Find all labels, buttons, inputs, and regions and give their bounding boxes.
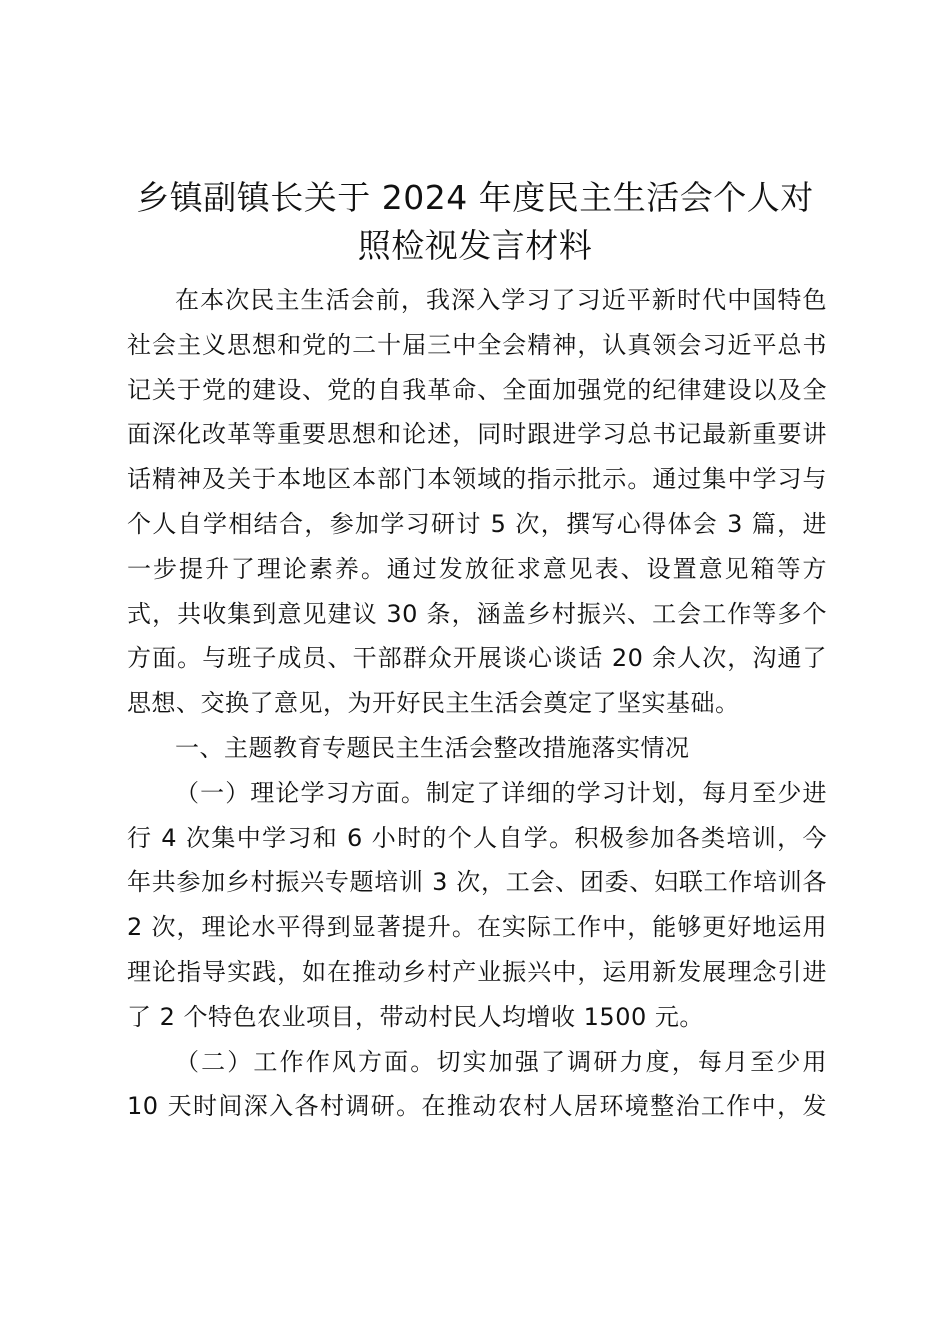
section-heading: 一、主题教育专题民主生活会整改措施落实情况	[175, 733, 690, 762]
intro-paragraph: 在本次民主生活会前，我深入学习了习近平新时代中国特色社会主义思想和党的二十届三中全会精神，认真领会习近平总书记关于党的建设、党的自我革命、全面加强党的纪律建设以及全面深化改革等重要思想和论述，同时跟进学习总书记最新重要讲话精神及关于本地区本部门本领域的指示批示。通过集中学习与个人自学相结合，参加学习研讨 5 次，撰写心得体会 3 篇，进一步提升了理论素养。通过发放征求意见表、设置意见箱等方式，共收集到意见建议 30 条，涵盖乡村振兴、工会工作等多个方面。与班子成员、干部群众开展谈心谈话 20 余人次，沟通了思想、交换了意见，为开好民主生活会奠定了坚实基础。	[127, 286, 827, 718]
work-style-paragraph: （二）工作作风方面。切实加强了调研力度，每月至少用 10 天时间深入各村调研。在推动农村人居环境整治工作中，发	[127, 1047, 827, 1121]
theory-study-paragraph: （一）理论学习方面。制定了详细的学习计划，每月至少进行 4 次集中学习和 6 小时的个人自学。积极参加各类培训，今年共参加乡村振兴专题培训 3 次，工会、团委、妇联工作培训各 2 次，理论水平得到显著提升。在实际工作中，能够更好地运用理论指导实践，如在推动乡村产业振兴中，运用新发展理念引进了 2 个特色农业项目，带动村民人均增收 1500 元。	[127, 778, 827, 1031]
document-title: 乡镇副镇长关于 2024 年度民主生活会个人对照检视发言材料	[136, 178, 814, 265]
document-body	[127, 278, 827, 1129]
